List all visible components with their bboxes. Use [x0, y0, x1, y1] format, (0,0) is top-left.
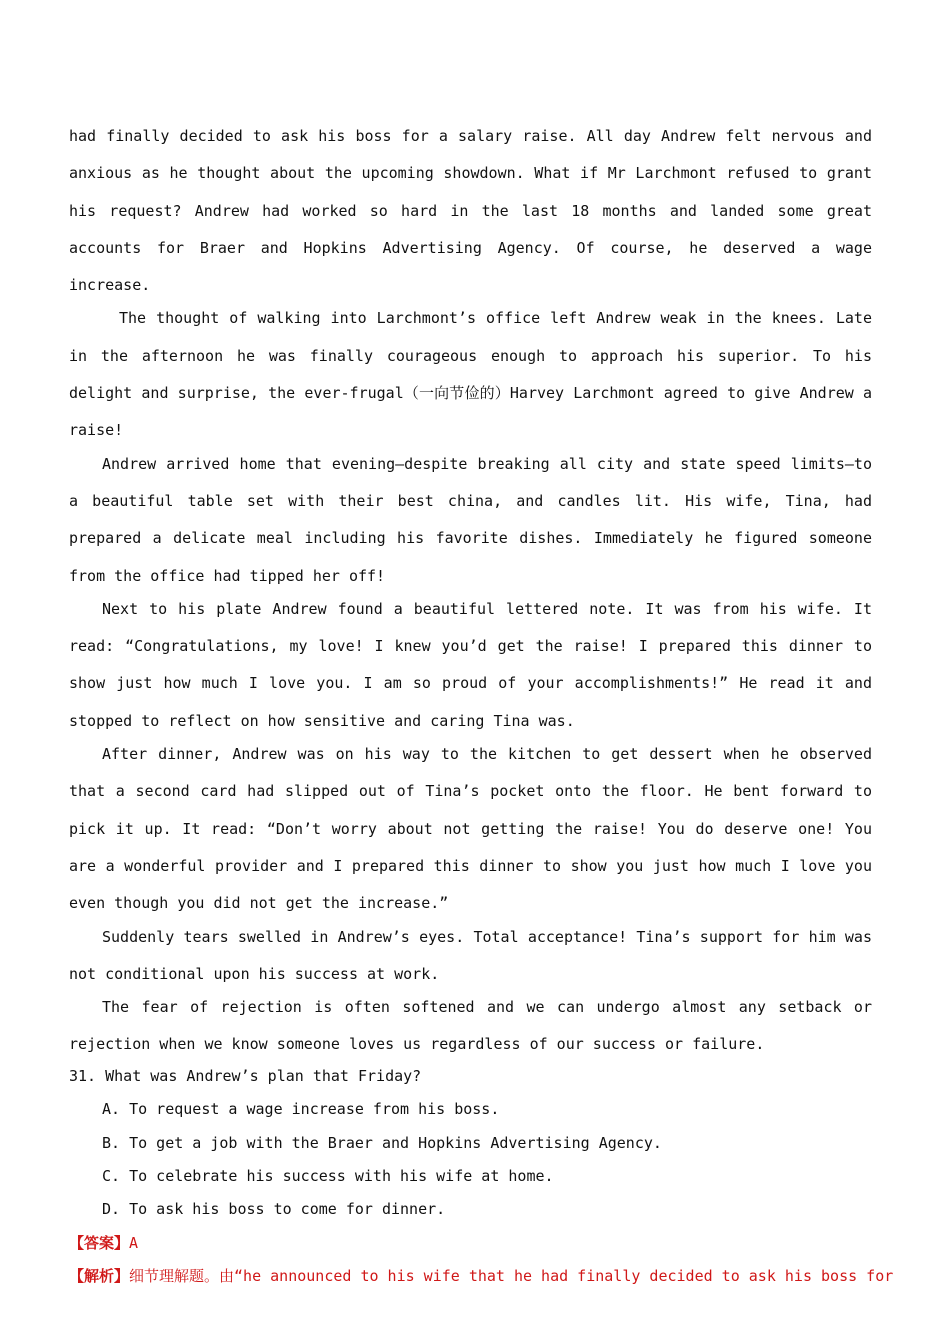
- question-stem: 31. What was Andrew’s plan that Friday?: [69, 1066, 422, 1085]
- passage-paragraph-1: had finally decided to ask his boss for a salary raise. All day Andrew felt nervous and anxious as he thought about the upcoming showdown. What if Mr Larchmont refused to grant his request? Andrew had worked so hard in the last 18 months and landed some great accounts for Braer and Hopkins Advertising Agency. Of course, he deserved a wage increase.: [69, 127, 872, 295]
- document-page: [69, 118, 894, 1294]
- answer-tag: 【答案】: [69, 1233, 130, 1252]
- option-b: B. To get a job with the Braer and Hopkins Advertising Agency.: [102, 1133, 662, 1152]
- passage-paragraph-3: Andrew arrived home that evening—despite breaking all city and state speed limits—to a beautiful table set with their best china, and candles lit. His wife, Tina, had prepared a delicate meal including his favorite dishes. Immediately he figured someone from the office had tipped her off!: [69, 454, 872, 585]
- answer-line: [69, 1227, 872, 1260]
- analysis-text: 细节理解题。由“he announced to his wife that he had finally decided to ask his boss for: [129, 1267, 894, 1286]
- passage-paragraph-2: The thought of walking into Larchmont’s office left Andrew weak in the knees. Late in the afternoon he was finally courageous enough to approach his superior. To his delight and surprise, the ever-frugal（一向节俭的）Harvey Larchmont agreed to give Andrew a raise!: [69, 309, 872, 440]
- passage-paragraph-6: Suddenly tears swelled in Andrew’s eyes. Total acceptance! Tina’s support for him was not conditional upon his success at work.: [69, 927, 872, 983]
- answer-value: A: [129, 1233, 139, 1252]
- option-a: A. To request a wage increase from his boss.: [102, 1100, 500, 1119]
- option-c: C. To celebrate his success with his wife at home.: [102, 1166, 554, 1185]
- option-d: D. To ask his boss to come for dinner.: [102, 1200, 446, 1219]
- analysis-tag: 【解析】: [69, 1267, 130, 1286]
- analysis-line: [69, 1260, 894, 1293]
- passage-paragraph-5: After dinner, Andrew was on his way to the kitchen to get dessert when he observed that a second card had slipped out of Tina’s pocket onto the floor. He bent forward to pick it up. It read: “Don’t worry about not getting the raise! You do deserve one! You are a wonderful provider and I prepared this dinner to show you just how much I love you even though you did not get the increase.”: [69, 745, 872, 913]
- passage-paragraph-7: The fear of rejection is often softened and we can undergo almost any setback or rejection when we know someone loves us regardless of our success or failure.: [69, 998, 872, 1054]
- passage-paragraph-4: Next to his plate Andrew found a beautiful lettered note. It was from his wife. It read: “Congratulations, my love! I knew you’d get the raise! I prepared this dinner to show just how much I love you. I am so proud of your accomplishments!” He read it and stopped to reflect on how sensitive and caring Tina was.: [69, 599, 872, 730]
